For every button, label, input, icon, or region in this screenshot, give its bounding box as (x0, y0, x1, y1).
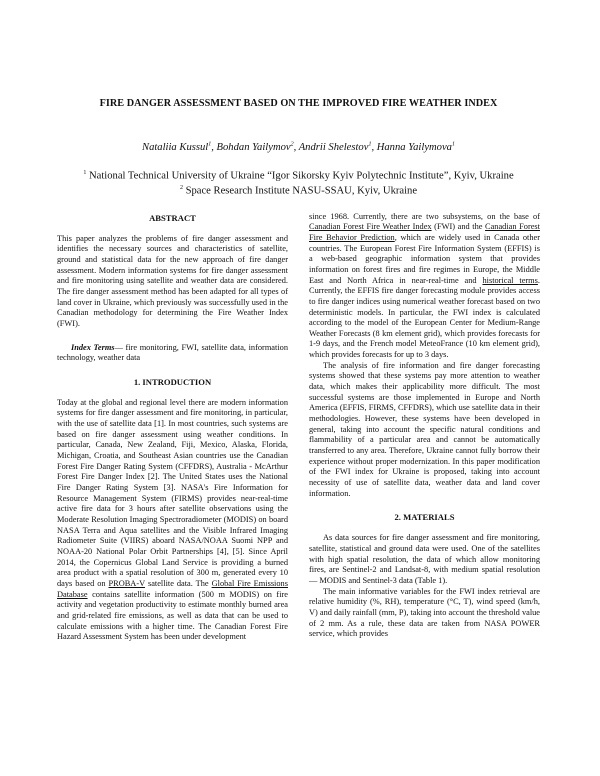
affiliations (57, 167, 540, 198)
author: Nataliia Kussul$^1$, (142, 141, 217, 153)
author: Bohdan Yailymov$^2$, (216, 141, 299, 153)
historical-terms-link[interactable]: historical terms (482, 275, 538, 285)
two-column-body (57, 212, 540, 643)
author-list (57, 138, 540, 154)
affiliation: $^2$ Space Research Institute NASU-SSAU, Kyiv, Ukraine (179, 185, 418, 197)
materials-paragraph: As data sources for fire danger assessment and fire monitoring, satellite, statistical and ground data were used. One of the satellites with high spatial resolution, the data of which allow monitoring fires, are Sentinel-2 and Landsat-8, with medium spatial resolution — MODIS and Sentinel-3 data (Table 1). (309, 533, 540, 585)
abstract-heading: ABSTRACT (149, 212, 196, 223)
gfed-link[interactable]: Global Fire Emissions Database (57, 578, 288, 599)
intro-continued-paragraph: since 1968. Currently, there are two subsystems, on the base of Canadian Forest Fire Weather Index (FWI) and the Canadian Forest Fire Behavior Prediction, which are widely used in Canada other countries. The European Forest Fire Information System (EFFIS) is a web-based geographic information system that provides information on forest fires and fire regimes in Europe, the Middle East and North Africa in near-real-time and historical terms. Currently, the EFFIS fire danger forecasting module provides access to fire danger indices using numerical weather forecast based on two deterministic models. In particular, the FWI index is calculated according to the model of the European Center for Medium-Range Weather Forecasts (8 km element grid), which provides forecasts for 1-9 days, and the French model MeteoFrance (10 km element grid), which provides forecasts for up to 3 days. (309, 211, 541, 360)
abstract-text: This paper analyzes the problems of fire danger assessment and identifies the necessary sources and characteristics of satellite, ground and statistical data for the new approach of fire danger assessment. Modern information systems for fire danger assessment and fire monitoring using satellite and weather data are considered. The fire danger assessment method has been adapted for all types of land cover in Ukraine, which previously was successfully used in the Canadian methodology for determining the Fire Weather Index (FWI). (57, 233, 288, 328)
affiliation: $^1$ National Technical University of Ukraine “Igor Sikorsky Kyiv Polytechnic Institute”, Kyiv, Ukraine (83, 169, 514, 182)
analysis-paragraph: The analysis of fire information and fire danger forecasting systems showed that these systems pay more attention to weather data, which makes their applicability more difficult. The most successful systems are those implemented in Europe and North America (EFFIS, FIRMS, CFFDRS), which use satellite data in their methodologies. However, these systems have been developed in general, taking into account the specific natural conditions and flammability of a particular area and cannot be automatically transferred to any area. Therefore, Ukraine cannot fully borrow their experience without proper modernization. In this paper modification of the FWI index for Ukraine is proposed, taking into account necessity of use of satellite data, weather data and land cover information. (309, 360, 540, 498)
introduction-heading: 1. INTRODUCTION (133, 376, 212, 387)
proba-v-link[interactable]: PROBA-V (108, 578, 145, 588)
author: Andrii Shelestov$^1$, (298, 141, 377, 153)
left-column (57, 212, 288, 643)
right-column (309, 212, 540, 643)
intro-paragraph: Today at the global and regional level there are modern information systems for fire danger assessment and fire monitoring, in particular, with the use of satellite data [1]. In most countries, such systems are based on fire danger assessment using weather conditions. In particular, Canada, New Zealand, Fiji, Mexico, Alaska, Florida, Michigan, Croatia, and Southeast Asian countries use the Canadian Forest Fire Danger Rating System (CFFDRS), Australia - McArthur Forest Fire Danger Index [2]. The United States uses the National Fire Danger Rating System [3]. NASA's Fire Information for Resource Management System (FIRMS) provides near-real-time active fire data for 3 hours after satellite observations using the Moderate Resolution Imaging Spectroradiometer (MODIS) on board NASA Terra and Aqua satellites and the Visible Infrared Imaging Radiometer Suite (VIIRS) aboard NASA/NOAA Suomi NPP and NOAA-20 National Polar Orbit Partnerships [4], [5]. Since April 2014, the Copernicus Global Land Service is providing a burned area product with a spatial resolution of 300 m, generated every 10 days based on PROBA-V satellite data. The Global Fire Emissions Database contains satellite information (500 m MODIS) on fire activity and vegetation productivity to estimate monthly burned area and grid-related fire emissions, as well as data that can be used to calculate emissions with a higher time. The Canadian Forest Fire Hazard Assessment System has been under development (57, 397, 288, 642)
fbp-link[interactable]: Canadian Forest Fire Behavior Prediction (309, 222, 540, 242)
paper-title: FIRE DANGER ASSESSMENT BASED ON THE IMPROVED FIRE WEATHER INDEX (99, 98, 498, 109)
variables-paragraph: The main informative variables for the FWI index retrieval are relative humidity (%, RH), temperature (°C, T), wind speed (km/h, V) and daily rainfall (mm, P), taking into account the threshold value of 2 mm. As a rule, these data are taken from NASA POWER service, which provides (309, 586, 541, 639)
index-terms: Index Terms— fire monitoring, FWI, satellite data, information technology, weather data (57, 342, 288, 363)
materials-heading: 2. MATERIALS (394, 512, 455, 523)
fwi-link[interactable]: Canadian Forest Fire Weather Index (309, 222, 432, 232)
author: Hanna Yailymova$^1$ (376, 141, 455, 153)
